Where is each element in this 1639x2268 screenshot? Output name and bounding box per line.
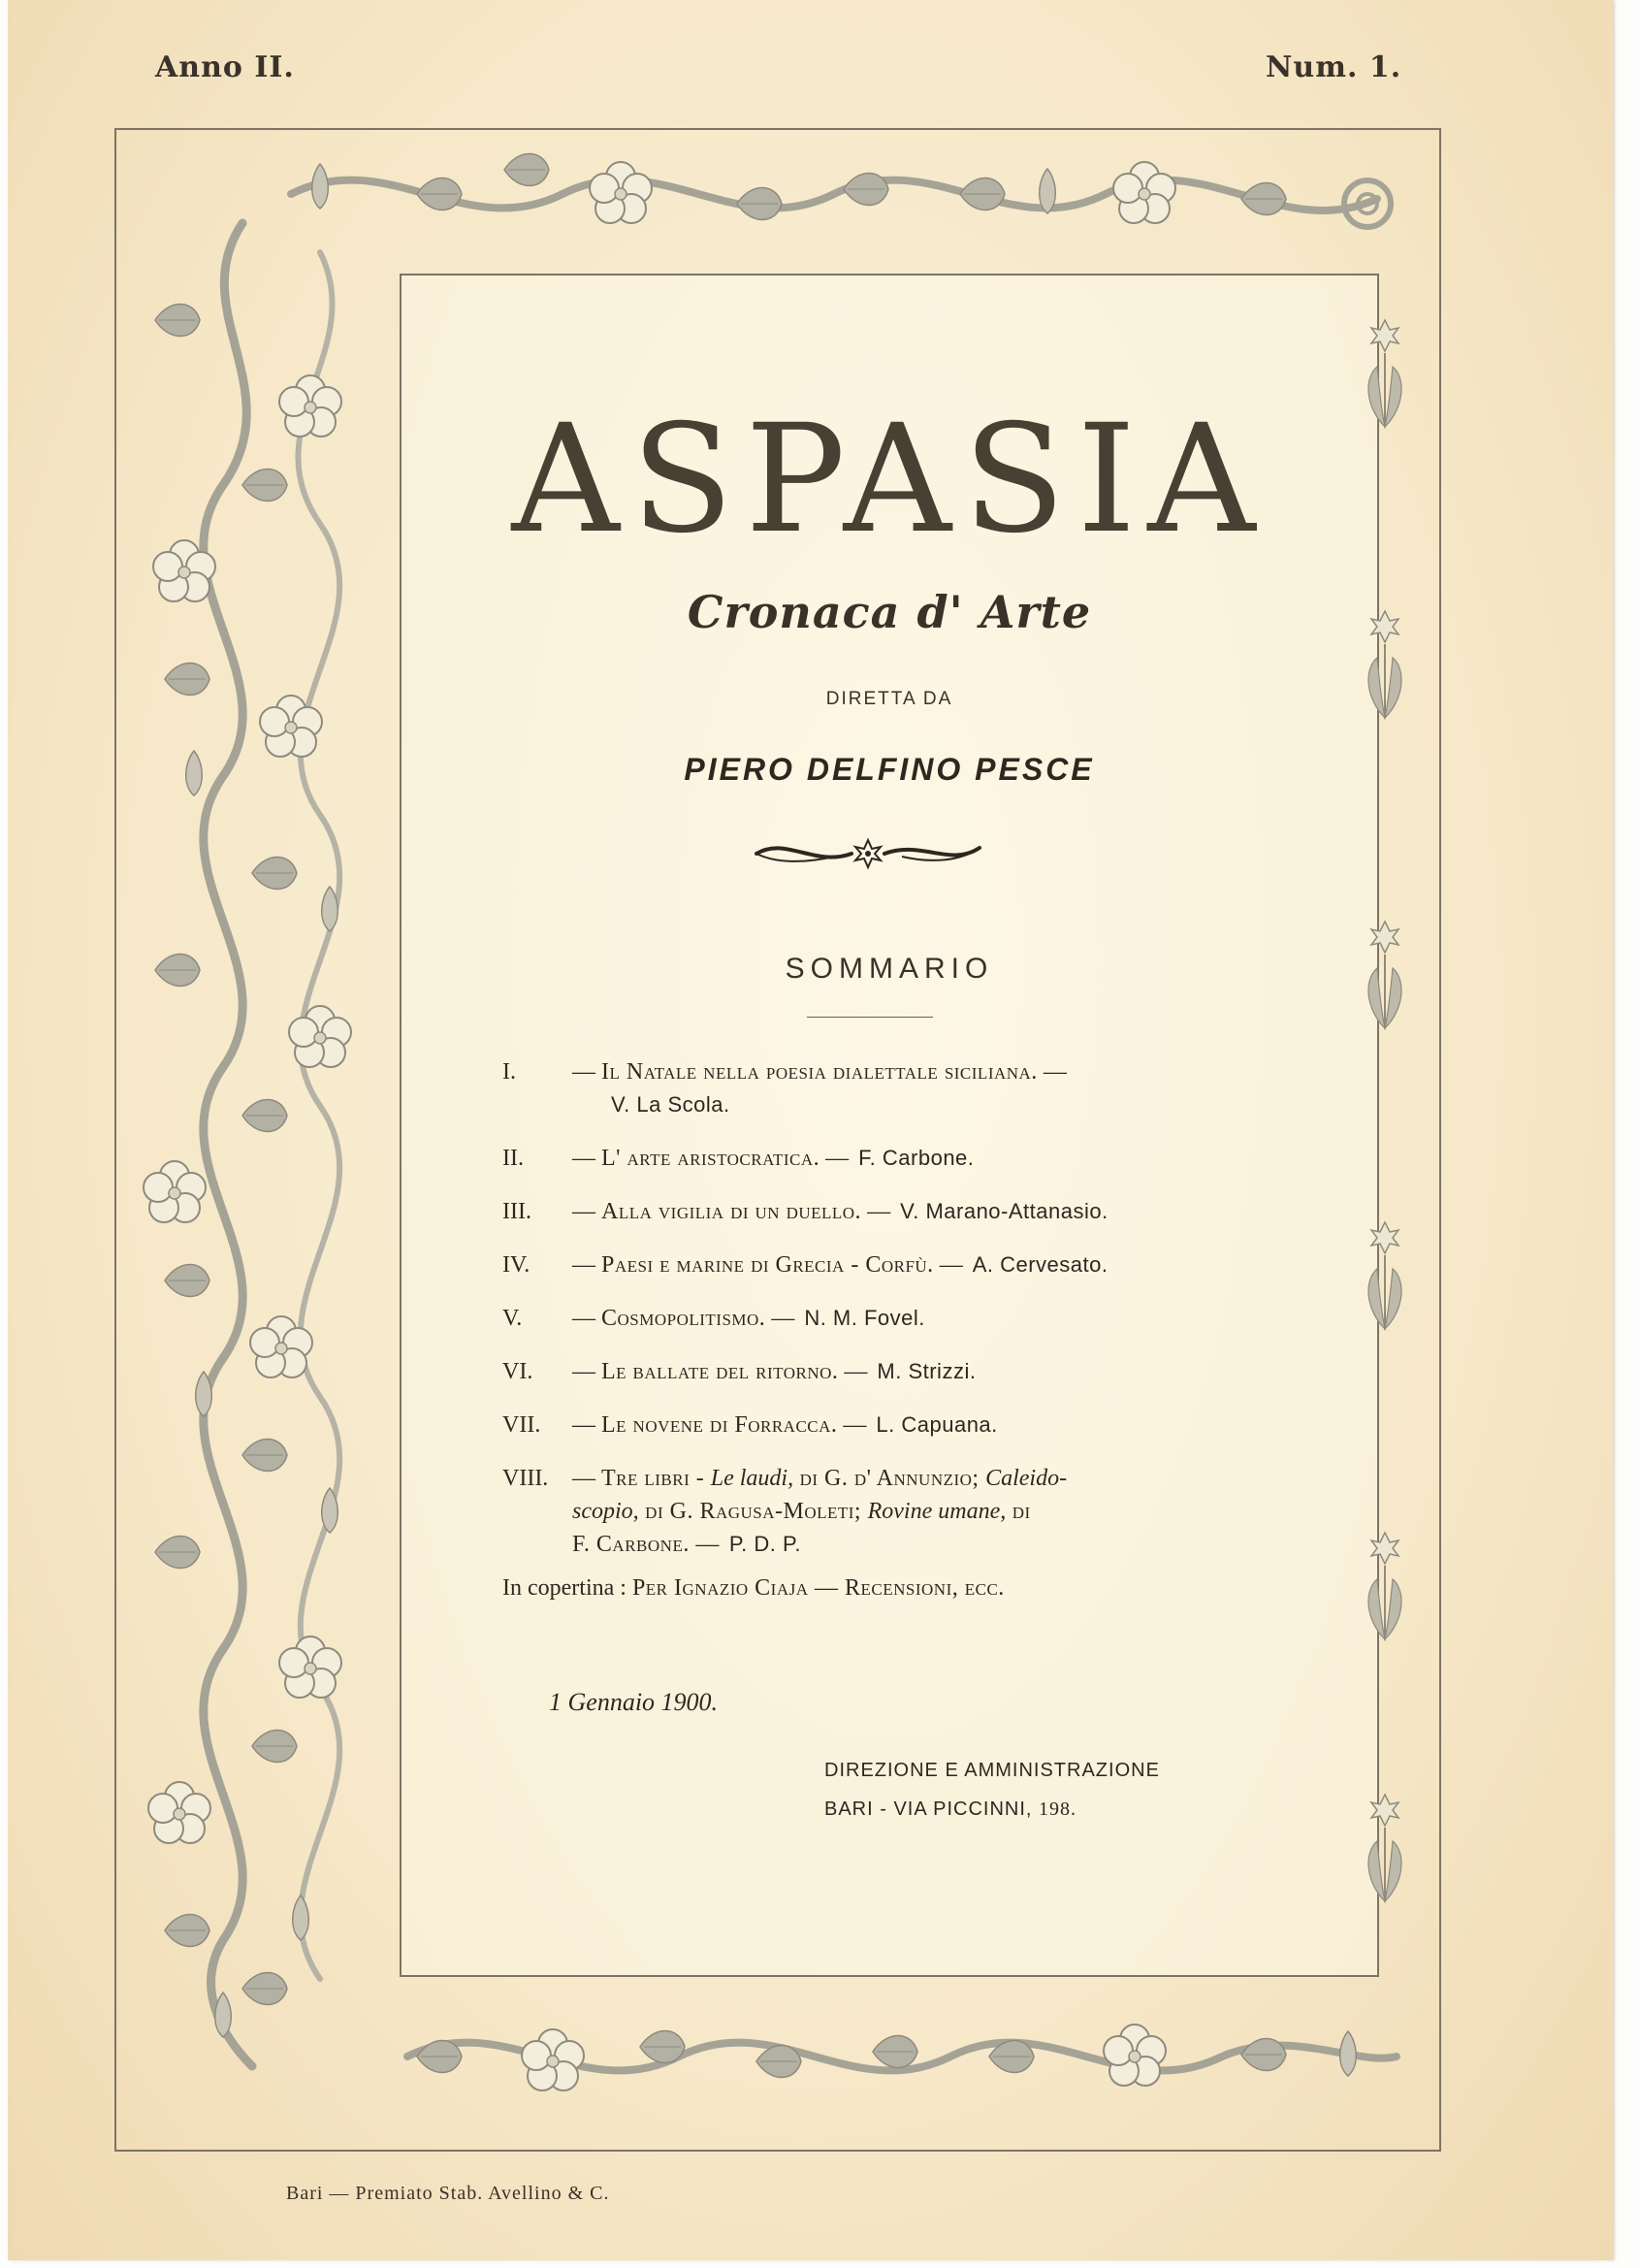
address-street: BARI - VIA PICCINNI,: [824, 1798, 1040, 1820]
toc-number: VII.: [502, 1412, 541, 1438]
issue-date: 1 Gennaio 1900.: [549, 1688, 719, 1716]
toc-item: VIII. — Tre libri - Le laudi, di G. d' Annunzio; Caleido- scopio, di G. Ragusa-Moleti; Rovine umane, di F. Carbone. — P. D. P.: [502, 1462, 1249, 1561]
directed-by-label: DIRETTA DA: [825, 689, 953, 709]
printer-imprint: Bari — Premiato Stab. Avellino & C.: [286, 2183, 610, 2204]
address-number: 198.: [1039, 1798, 1077, 1820]
toc-separator: —: [838, 1359, 868, 1384]
toc-item: VI. — Le ballate del ritorno. — M. Strizzi.: [502, 1355, 1249, 1388]
toc-separator: —: [765, 1306, 795, 1331]
toc-separator: —: [933, 1252, 963, 1278]
toc-title: Cosmopolitismo.: [601, 1306, 766, 1331]
toc-item: I. — Il Natale nella poesia dialettale siciliana. — V. La Scola.: [502, 1055, 1249, 1121]
toc-separator: —: [820, 1146, 850, 1171]
toc-title: Paesi e marine di Grecia - Corfù.: [601, 1252, 934, 1278]
magazine-title: ASPASIA: [511, 393, 1268, 567]
toc-author: V. Marano-Attanasio.: [900, 1199, 1109, 1223]
toc-title: Il Natale nella poesia dialettale siciliana.: [601, 1059, 1038, 1085]
toc-title: Le novene di Forracca.: [601, 1412, 838, 1438]
cover-note-label: In copertina :: [502, 1575, 632, 1601]
toc-separator: —: [1037, 1059, 1067, 1085]
toc-title-part: F. Carbone. —: [572, 1532, 720, 1557]
flourish-ornament: [747, 825, 989, 883]
toc-author: V. La Scola.: [611, 1092, 730, 1117]
cover-note: [502, 1575, 1005, 1602]
summary-heading: SOMMARIO: [785, 953, 994, 985]
summary-divider: [807, 1017, 933, 1018]
toc-item: V. — Cosmopolitismo. — N. M. Fovel.: [502, 1302, 1249, 1335]
toc-author: N. M. Fovel.: [804, 1306, 925, 1330]
toc-author: P. D. P.: [728, 1532, 801, 1556]
toc-author: A. Cervesato.: [972, 1252, 1109, 1277]
toc-title: L' arte aristocratica.: [601, 1146, 820, 1171]
toc-author: M. Strizzi.: [877, 1359, 977, 1383]
toc-item: VII. — Le novene di Forracca. — L. Capuana.: [502, 1409, 1249, 1442]
toc-separator: —: [861, 1199, 891, 1224]
toc-item: IV. — Paesi e marine di Grecia - Corfù. — A. Cervesato.: [502, 1248, 1249, 1281]
toc-number: IV.: [502, 1252, 530, 1278]
toc-author: L. Capuana.: [876, 1412, 998, 1437]
magazine-subtitle: Cronaca d' Arte: [687, 586, 1092, 638]
toc-number: VIII.: [502, 1466, 549, 1491]
toc-title: Le ballate del ritorno.: [601, 1359, 839, 1384]
book-title: Le laudi,: [710, 1466, 794, 1491]
toc-number: VI.: [502, 1359, 533, 1384]
issue-year: Anno II.: [155, 50, 295, 84]
administration-address: [824, 1751, 1160, 1829]
toc-title-part: di G. d' Annunzio;: [793, 1466, 986, 1491]
issue-number: Num. 1.: [1266, 50, 1402, 84]
toc-number: I.: [502, 1059, 516, 1085]
toc-separator: —: [837, 1412, 867, 1438]
toc-title: Alla vigilia di un duello.: [601, 1199, 862, 1224]
toc-item: II. — L' arte aristocratica. — F. Carbone.: [502, 1142, 1249, 1175]
director-name: PIERO DELFINO PESCE: [684, 752, 1095, 787]
toc-author: F. Carbone.: [858, 1146, 975, 1170]
toc-title-part: di: [1006, 1499, 1031, 1524]
book-title: Caleido-: [985, 1466, 1068, 1491]
toc-number: III.: [502, 1199, 531, 1224]
address-line: [824, 1790, 1160, 1829]
toc-item: III. — Alla vigilia di un duello. — V. Marano-Attanasio.: [502, 1195, 1249, 1228]
cover-note-text: Per Ignazio Ciaja — Recensioni, ecc.: [631, 1575, 1005, 1601]
toc-number: V.: [502, 1306, 523, 1331]
toc-number: II.: [502, 1146, 524, 1171]
toc-title-part: di G. Ragusa-Moleti;: [638, 1499, 868, 1524]
administration-line: DIREZIONE E AMMINISTRAZIONE: [824, 1760, 1160, 1781]
book-title: scopio,: [572, 1499, 639, 1524]
table-of-contents: [502, 1055, 1249, 1581]
book-title: Rovine umane,: [867, 1499, 1007, 1524]
toc-title-part: Tre libri -: [601, 1466, 711, 1491]
